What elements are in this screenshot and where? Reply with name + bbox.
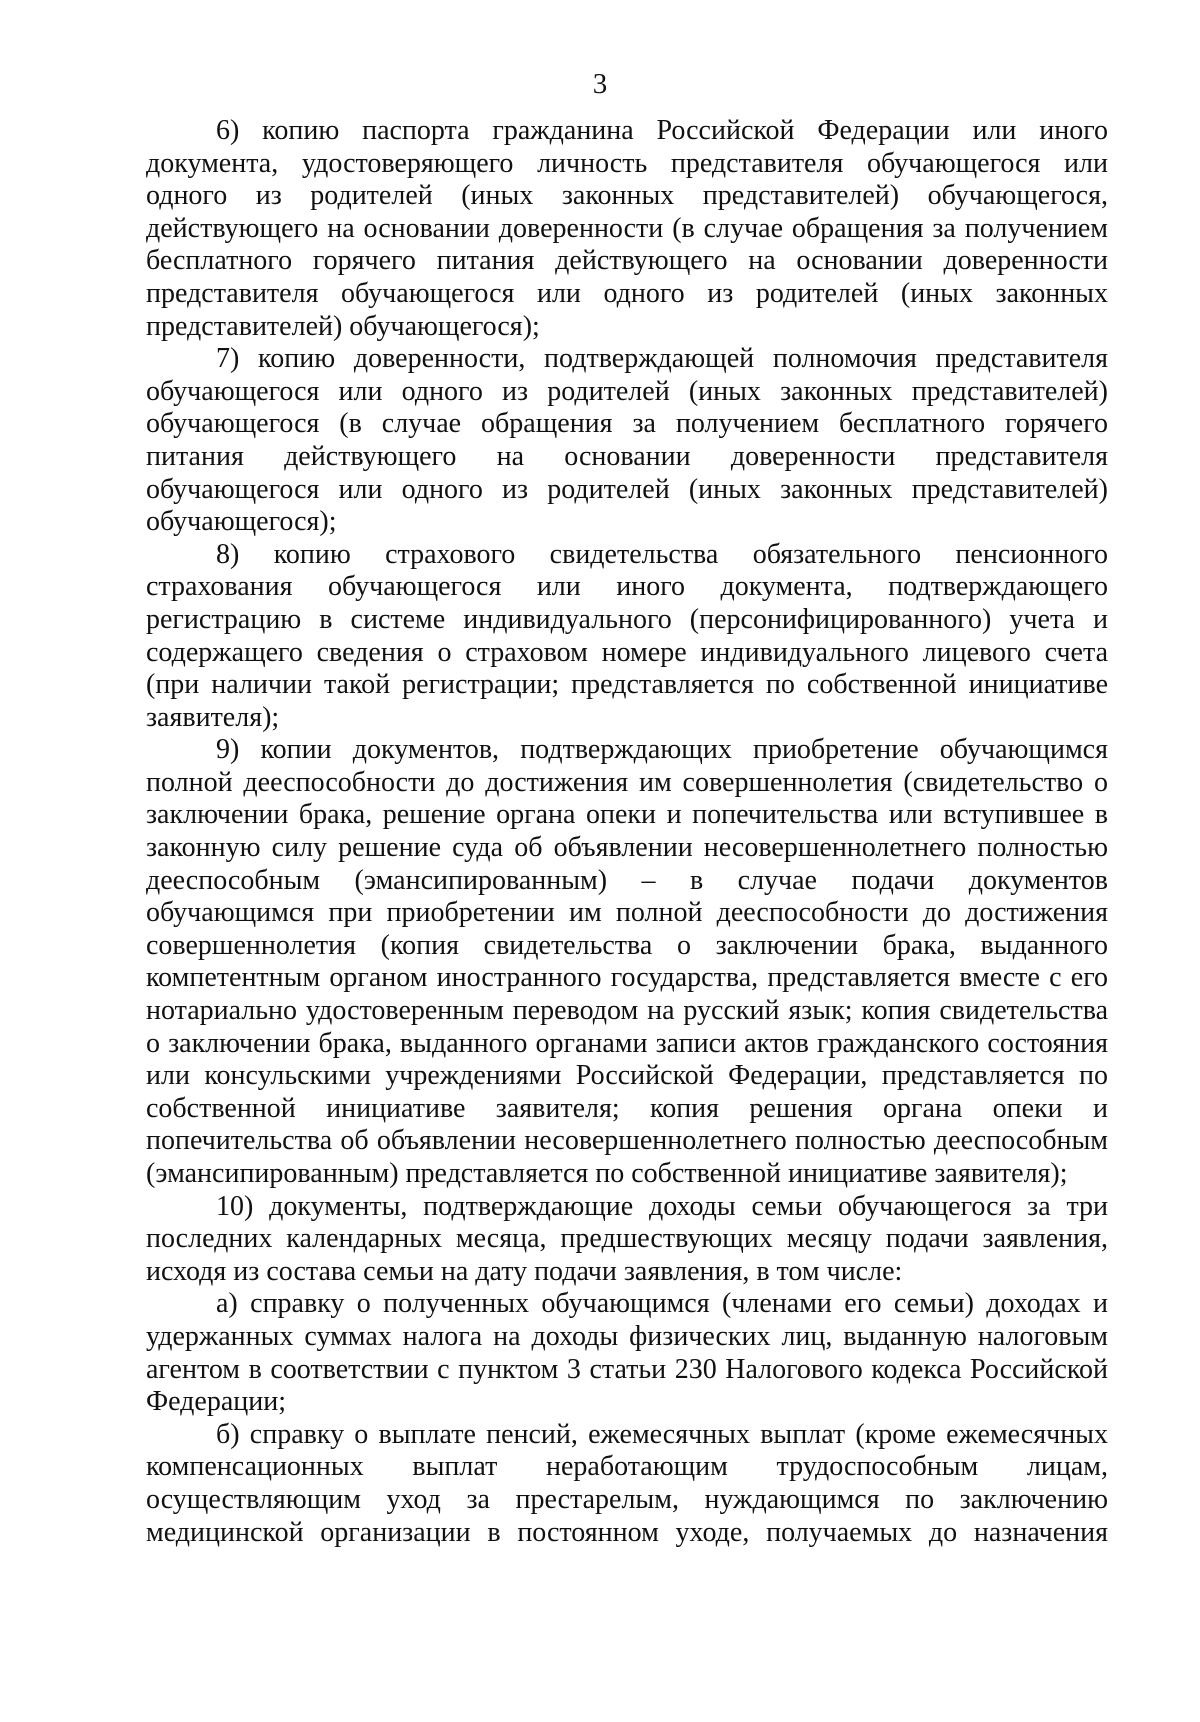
paragraph-item-10: 10) документы, подтверждающие доходы семьи обучающегося за три последних календарных месяца, предшествующих месяцу подачи заявления, исходя из состава семьи на дату подачи заявления, в том числе:	[146, 1190, 1108, 1287]
document-body	[146, 115, 1108, 1549]
paragraph-subitem-b: б) справку о выплате пенсий, ежемесячных выплат (кроме ежемесячных компенсационных выплат неработающим трудоспособным лицам, осуществляющим уход за престарелым, нуждающимся по заключению медицинской организации в постоянном уходе, получаемых до назначения	[146, 1418, 1108, 1548]
paragraph-item-8: 8) копию страхового свидетельства обязательного пенсионного страхования обучающегося или иного документа, подтверждающего регистрацию в системе индивидуального (персонифицированного) учета и содержащего сведения о страховом номере индивидуального лицевого счета (при наличии такой регистрации; представляется по собственной инициативе заявителя);	[146, 538, 1108, 733]
paragraph-item-6: 6) копию паспорта гражданина Российской Федерации или иного документа, удостоверяющего личность представителя обучающегося или одного из родителей (иных законных представителей) обучающегося, действующего на основании доверенности (в случае обращения за получением бесплатного горячего питания действующего на основании доверенности представителя обучающегося или одного из родителей (иных законных представителей) обучающегося);	[146, 115, 1108, 342]
paragraph-item-7: 7) копию доверенности, подтверждающей полномочия представителя обучающегося или одного из родителей (иных законных представителей) обучающегося (в случае обращения за получением бесплатного горячего питания действующего на основании доверенности представителя обучающегося или одного из родителей (иных законных представителей) обучающегося);	[146, 343, 1108, 538]
paragraph-item-9: 9) копии документов, подтверждающих приобретение обучающимся полной дееспособности до достижения им совершеннолетия (свидетельство о заключении брака, решение органа опеки и попечительства или вступившее в законную силу решение суда об объявлении несовершеннолетнего полностью дееспособным (эмансипированным) – в случае подачи документов обучающимся при приобретении им полной дееспособности до достижения совершеннолетия (копия свидетельства о заключении брака, выданного компетентным органом иностранного государства, представляется вместе с его нотариально удостоверенным переводом на русский язык; копия свидетельства о заключении брака, выданного органами записи актов гражданского состояния или консульскими учреждениями Российской Федерации, представляется по собственной инициативе заявителя; копия решения органа опеки и попечительства об объявлении несовершеннолетнего полностью дееспособным (эмансипированным) представляется по собственной инициативе заявителя);	[146, 734, 1108, 1189]
page-number: 3	[592, 68, 608, 100]
paragraph-subitem-a: а) справку о полученных обучающимся (членами его семьи) доходах и удержанных суммах налога на доходы физических лиц, выданную налоговым агентом в соответствии с пунктом 3 статьи 230 Налогового кодекса Российской Федерации;	[146, 1288, 1108, 1418]
